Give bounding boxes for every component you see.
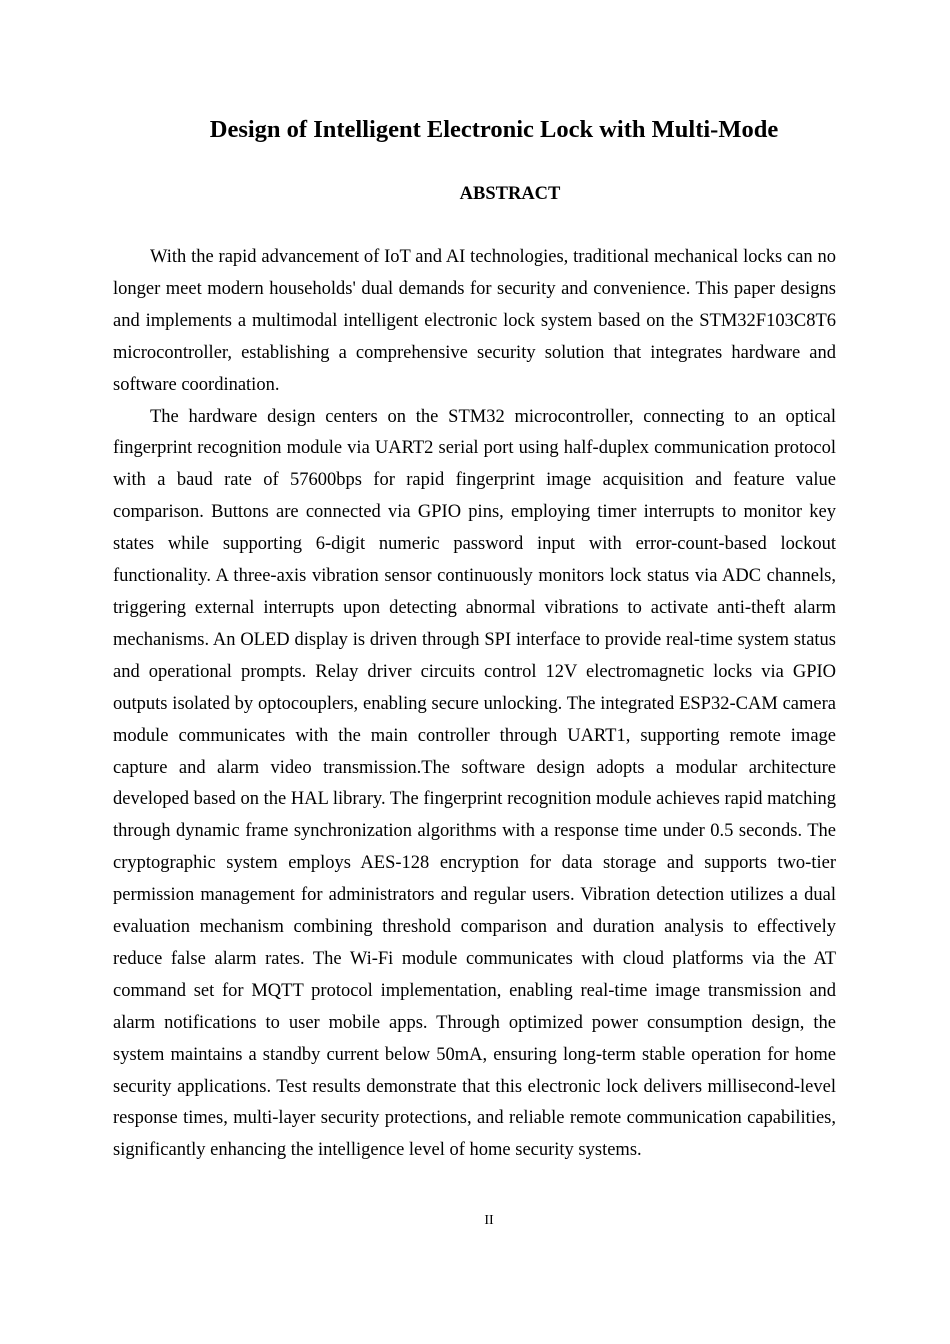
section-heading-abstract: ABSTRACT [459, 184, 561, 204]
abstract-paragraph: The hardware design centers on the STM32 microcontroller, connecting to an optical fingerprint recognition module via UART2 serial port using half-duplex communication protocol with a baud rate of 57600bps for rapid fingerprint image acquisition and feature value comparison. Buttons are connected via GPIO pins, employing timer interrupts to monitor key states while supporting 6-digit numeric password input with error-count-based lockout functionality. A three-axis vibration sensor continuously monitors lock status via ADC channels, triggering external interrupts upon detecting abnormal vibrations to activate anti-theft alarm mechanisms. An OLED display is driven through SPI interface to provide real-time system status and operational prompts. Relay driver circuits control 12V electromagnetic locks via GPIO outputs isolated by optocouplers, enabling secure unlocking. The integrated ESP32-CAM camera module communicates with the main controller through UART1, supporting remote image capture and alarm video transmission.The software design adopts a modular architecture developed based on the HAL library. The fingerprint recognition module achieves rapid matching through dynamic frame synchronization algorithms with a response time under 0.5 seconds. The cryptographic system employs AES-128 encryption for data storage and supports two-tier permission management for administrators and regular users. Vibration detection utilizes a dual evaluation mechanism combining threshold comparison and duration analysis to effectively reduce false alarm rates. The Wi-Fi module communicates with cloud platforms via the AT command set for MQTT protocol implementation, enabling real-time image transmission and alarm notifications to user mobile apps. Through optimized power consumption design, the system maintains a standby current below 50mA, ensuring long-term stable operation for home security applications. Test results demonstrate that this electronic lock delivers millisecond-level response times, multi-layer security protections, and reliable remote communication capabilities, significantly enhancing the intelligence level of home security systems. [113, 406, 836, 1161]
page-number: II [484, 1213, 494, 1228]
abstract-paragraph: With the rapid advancement of IoT and AI technologies, traditional mechanical locks can no longer meet modern households' dual demands for security and convenience. This paper designs and implements a multimodal intelligent electronic lock system based on the STM32F103C8T6 microcontroller, establishing a comprehensive security solution that integrates hardware and software coordination. [113, 247, 836, 395]
abstract-body [113, 242, 836, 1167]
document-title: Design of Intelligent Electronic Lock with Multi-Mode [209, 116, 779, 143]
